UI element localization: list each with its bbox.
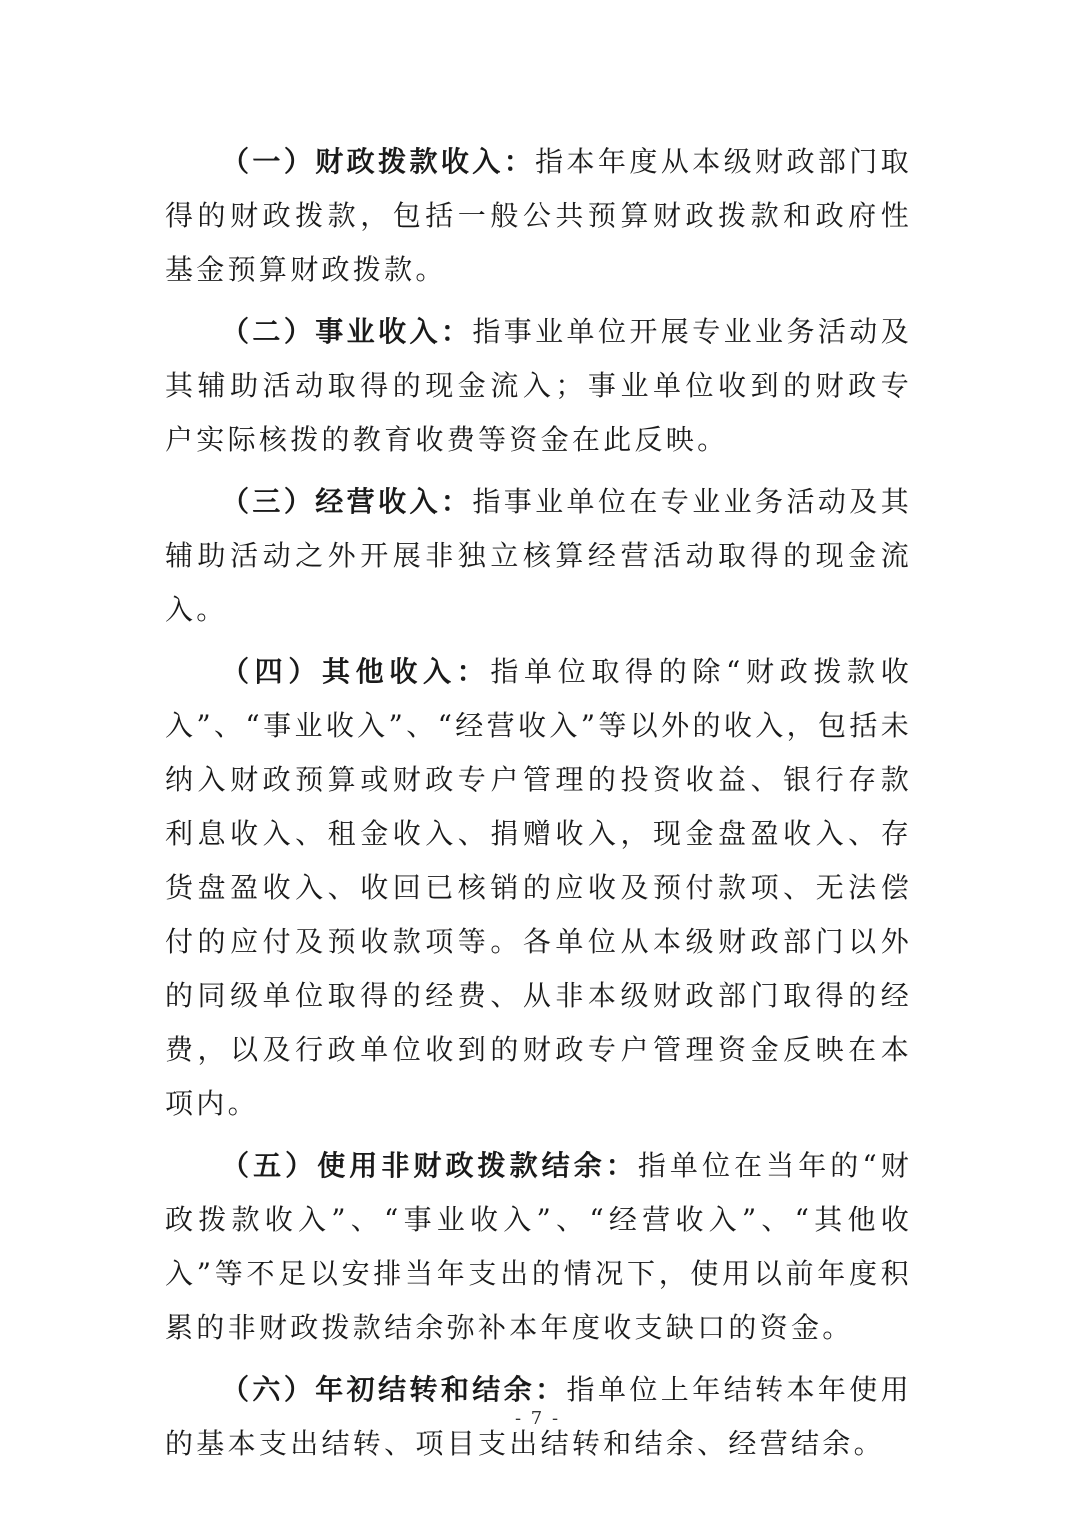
paragraph-heading: （四）其他收入： (221, 655, 491, 688)
paragraph-heading: （一）财政拨款收入： (221, 145, 536, 178)
paragraph-text: 指单位取得的除“财政拨款收入”、“事业收入”、“经营收入”等以外的收入，包括未纳入财政预算或财政专户管理的投资收益、银行存款利息收入、租金收入、捐赠收入，现金盘盈收入、存货盘盈收入、收回已核销的应收及预付款项、无法偿付的应付及预收款项等。各单位从本级财政部门以外的同级单位取得的经费、从非本级财政部门取得的经费，以及行政单位收到的财政专户管理资金反映在本项内。 (165, 655, 913, 1120)
paragraph-heading: （五）使用非财政拨款结余： (221, 1149, 638, 1182)
paragraph-other-income (165, 645, 912, 1131)
paragraph-text: 指本年度从本级财政部门取得的财政拨款，包括一般公共预算财政拨款和政府性基金预算财政拨款。 (165, 145, 912, 286)
paragraph-heading: （六）年初结转和结余： (221, 1373, 567, 1406)
paragraph-text: 指单位在当年的“财政拨款收入”、“事业收入”、“经营收入”、“其他收入”等不足以安排当年支出的情况下，使用以前年度积累的非财政拨款结余弥补本年度收支缺口的资金。 (165, 1149, 912, 1344)
paragraph-business-income (165, 305, 912, 467)
paragraph-heading: （二）事业收入： (221, 315, 473, 348)
paragraph-non-fiscal-balance-usage (165, 1139, 912, 1355)
document-body (165, 135, 912, 1471)
paragraph-text: 指事业单位开展专业业务活动及其辅助活动取得的现金流入；事业单位收到的财政专户实际核拨的教育收费等资金在此反映。 (165, 315, 912, 456)
paragraph-heading: （三）经营收入： (221, 485, 473, 518)
paragraph-text: 指单位上年结转本年使用的基本支出结转、项目支出结转和结余、经营结余。 (165, 1373, 912, 1460)
page-number: - 7 - (514, 1408, 561, 1429)
paragraph-operating-income (165, 475, 912, 637)
paragraph-text: 指事业单位在专业业务活动及其辅助活动之外开展非独立核算经营活动取得的现金流入。 (165, 485, 912, 626)
paragraph-fiscal-appropriation-income (165, 135, 912, 297)
